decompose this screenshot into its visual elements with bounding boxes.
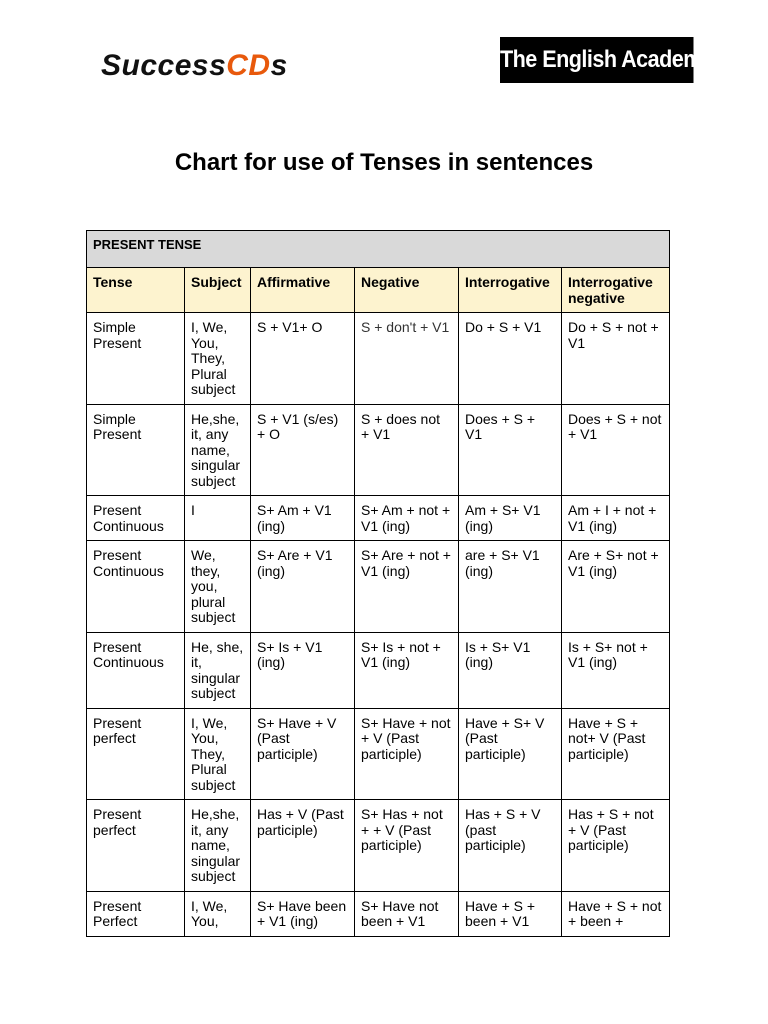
successcds-logo bbox=[101, 48, 288, 84]
table-cell: Has + S + V (past participle) bbox=[459, 800, 562, 892]
english-academy-logo: The English Academy bbox=[500, 37, 694, 83]
table-cell: S+ Are + not + V1 (ing) bbox=[355, 541, 459, 633]
table-cell: Present Continuous bbox=[87, 541, 185, 633]
table-row bbox=[87, 541, 670, 633]
table-row bbox=[87, 496, 670, 541]
table-cell: S+ Have + V (Past participle) bbox=[251, 708, 355, 800]
section-title: PRESENT TENSE bbox=[87, 231, 670, 268]
table-cell: Do + S + V1 bbox=[459, 313, 562, 405]
table-cell: S+ Is + not + V1 (ing) bbox=[355, 632, 459, 708]
table-row bbox=[87, 404, 670, 496]
tenses-table bbox=[86, 230, 670, 937]
table-cell: Is + S+ V1 (ing) bbox=[459, 632, 562, 708]
table-cell: Do + S + not + V1 bbox=[562, 313, 670, 405]
column-header: Interrogative negative bbox=[562, 268, 670, 313]
column-header: Interrogative bbox=[459, 268, 562, 313]
table-cell: He,she, it, any name, singular subject bbox=[185, 404, 251, 496]
table-cell: S + V1+ O bbox=[251, 313, 355, 405]
column-header: Negative bbox=[355, 268, 459, 313]
table-cell: Are + S+ not + V1 (ing) bbox=[562, 541, 670, 633]
table-cell: Have + S + been + V1 bbox=[459, 891, 562, 936]
table-cell: I, We, You, They, Plural subject bbox=[185, 313, 251, 405]
table-cell: S+ Am + V1 (ing) bbox=[251, 496, 355, 541]
page-title: Chart for use of Tenses in sentences bbox=[174, 149, 594, 176]
column-header: Subject bbox=[185, 268, 251, 313]
table-cell: Is + S+ not + V1 (ing) bbox=[562, 632, 670, 708]
table-cell: Present perfect bbox=[87, 708, 185, 800]
logo-left-accent: CD bbox=[226, 49, 271, 82]
table-cell: S + does not + V1 bbox=[355, 404, 459, 496]
column-header: Tense bbox=[87, 268, 185, 313]
table-cell: S+ Am + not + V1 (ing) bbox=[355, 496, 459, 541]
table-cell: Present Perfect bbox=[87, 891, 185, 936]
table-cell: Am + I + not + V1 (ing) bbox=[562, 496, 670, 541]
table-cell: He, she, it, singular subject bbox=[185, 632, 251, 708]
table-cell: are + S+ V1 (ing) bbox=[459, 541, 562, 633]
section-row bbox=[87, 231, 670, 268]
table-cell: Simple Present bbox=[87, 313, 185, 405]
table-cell: Present Continuous bbox=[87, 632, 185, 708]
table-cell: Simple Present bbox=[87, 404, 185, 496]
column-header: Affirmative bbox=[251, 268, 355, 313]
table-cell: I, We, You, They, Plural subject bbox=[185, 708, 251, 800]
table-cell: S+ Have not been + V1 bbox=[355, 891, 459, 936]
table-cell: S + V1 (s/es) + O bbox=[251, 404, 355, 496]
table-cell: Does + S + V1 bbox=[459, 404, 562, 496]
logo-left-main: Success bbox=[101, 49, 227, 82]
table-cell: S+ Has + not + + V (Past participle) bbox=[355, 800, 459, 892]
table-cell: S+ Are + V1 (ing) bbox=[251, 541, 355, 633]
table-cell: S + don't + V1 bbox=[355, 313, 459, 405]
table-cell: Have + S+ V (Past participle) bbox=[459, 708, 562, 800]
table-row bbox=[87, 632, 670, 708]
table-cell: Present perfect bbox=[87, 800, 185, 892]
table-cell: I bbox=[185, 496, 251, 541]
table-row bbox=[87, 313, 670, 405]
table-row bbox=[87, 708, 670, 800]
table-cell: Has + V (Past participle) bbox=[251, 800, 355, 892]
table-cell: Has + S + not + V (Past participle) bbox=[562, 800, 670, 892]
logo-left-tail: s bbox=[270, 49, 288, 82]
table-cell: S+ Have been + V1 (ing) bbox=[251, 891, 355, 936]
table-cell: Does + S + not + V1 bbox=[562, 404, 670, 496]
table-cell: I, We, You, bbox=[185, 891, 251, 936]
header-row bbox=[87, 268, 670, 313]
table-cell: Have + S + not + been + bbox=[562, 891, 670, 936]
table-cell: S+ Is + V1 (ing) bbox=[251, 632, 355, 708]
table-cell: Have + S + not+ V (Past participle) bbox=[562, 708, 670, 800]
table-row bbox=[87, 891, 670, 936]
table-cell: He,she, it, any name, singular subject bbox=[185, 800, 251, 892]
table-row bbox=[87, 800, 670, 892]
table-cell: We, they, you, plural subject bbox=[185, 541, 251, 633]
table-cell: Am + S+ V1 (ing) bbox=[459, 496, 562, 541]
table-cell: S+ Have + not + V (Past participle) bbox=[355, 708, 459, 800]
table-cell: Present Continuous bbox=[87, 496, 185, 541]
